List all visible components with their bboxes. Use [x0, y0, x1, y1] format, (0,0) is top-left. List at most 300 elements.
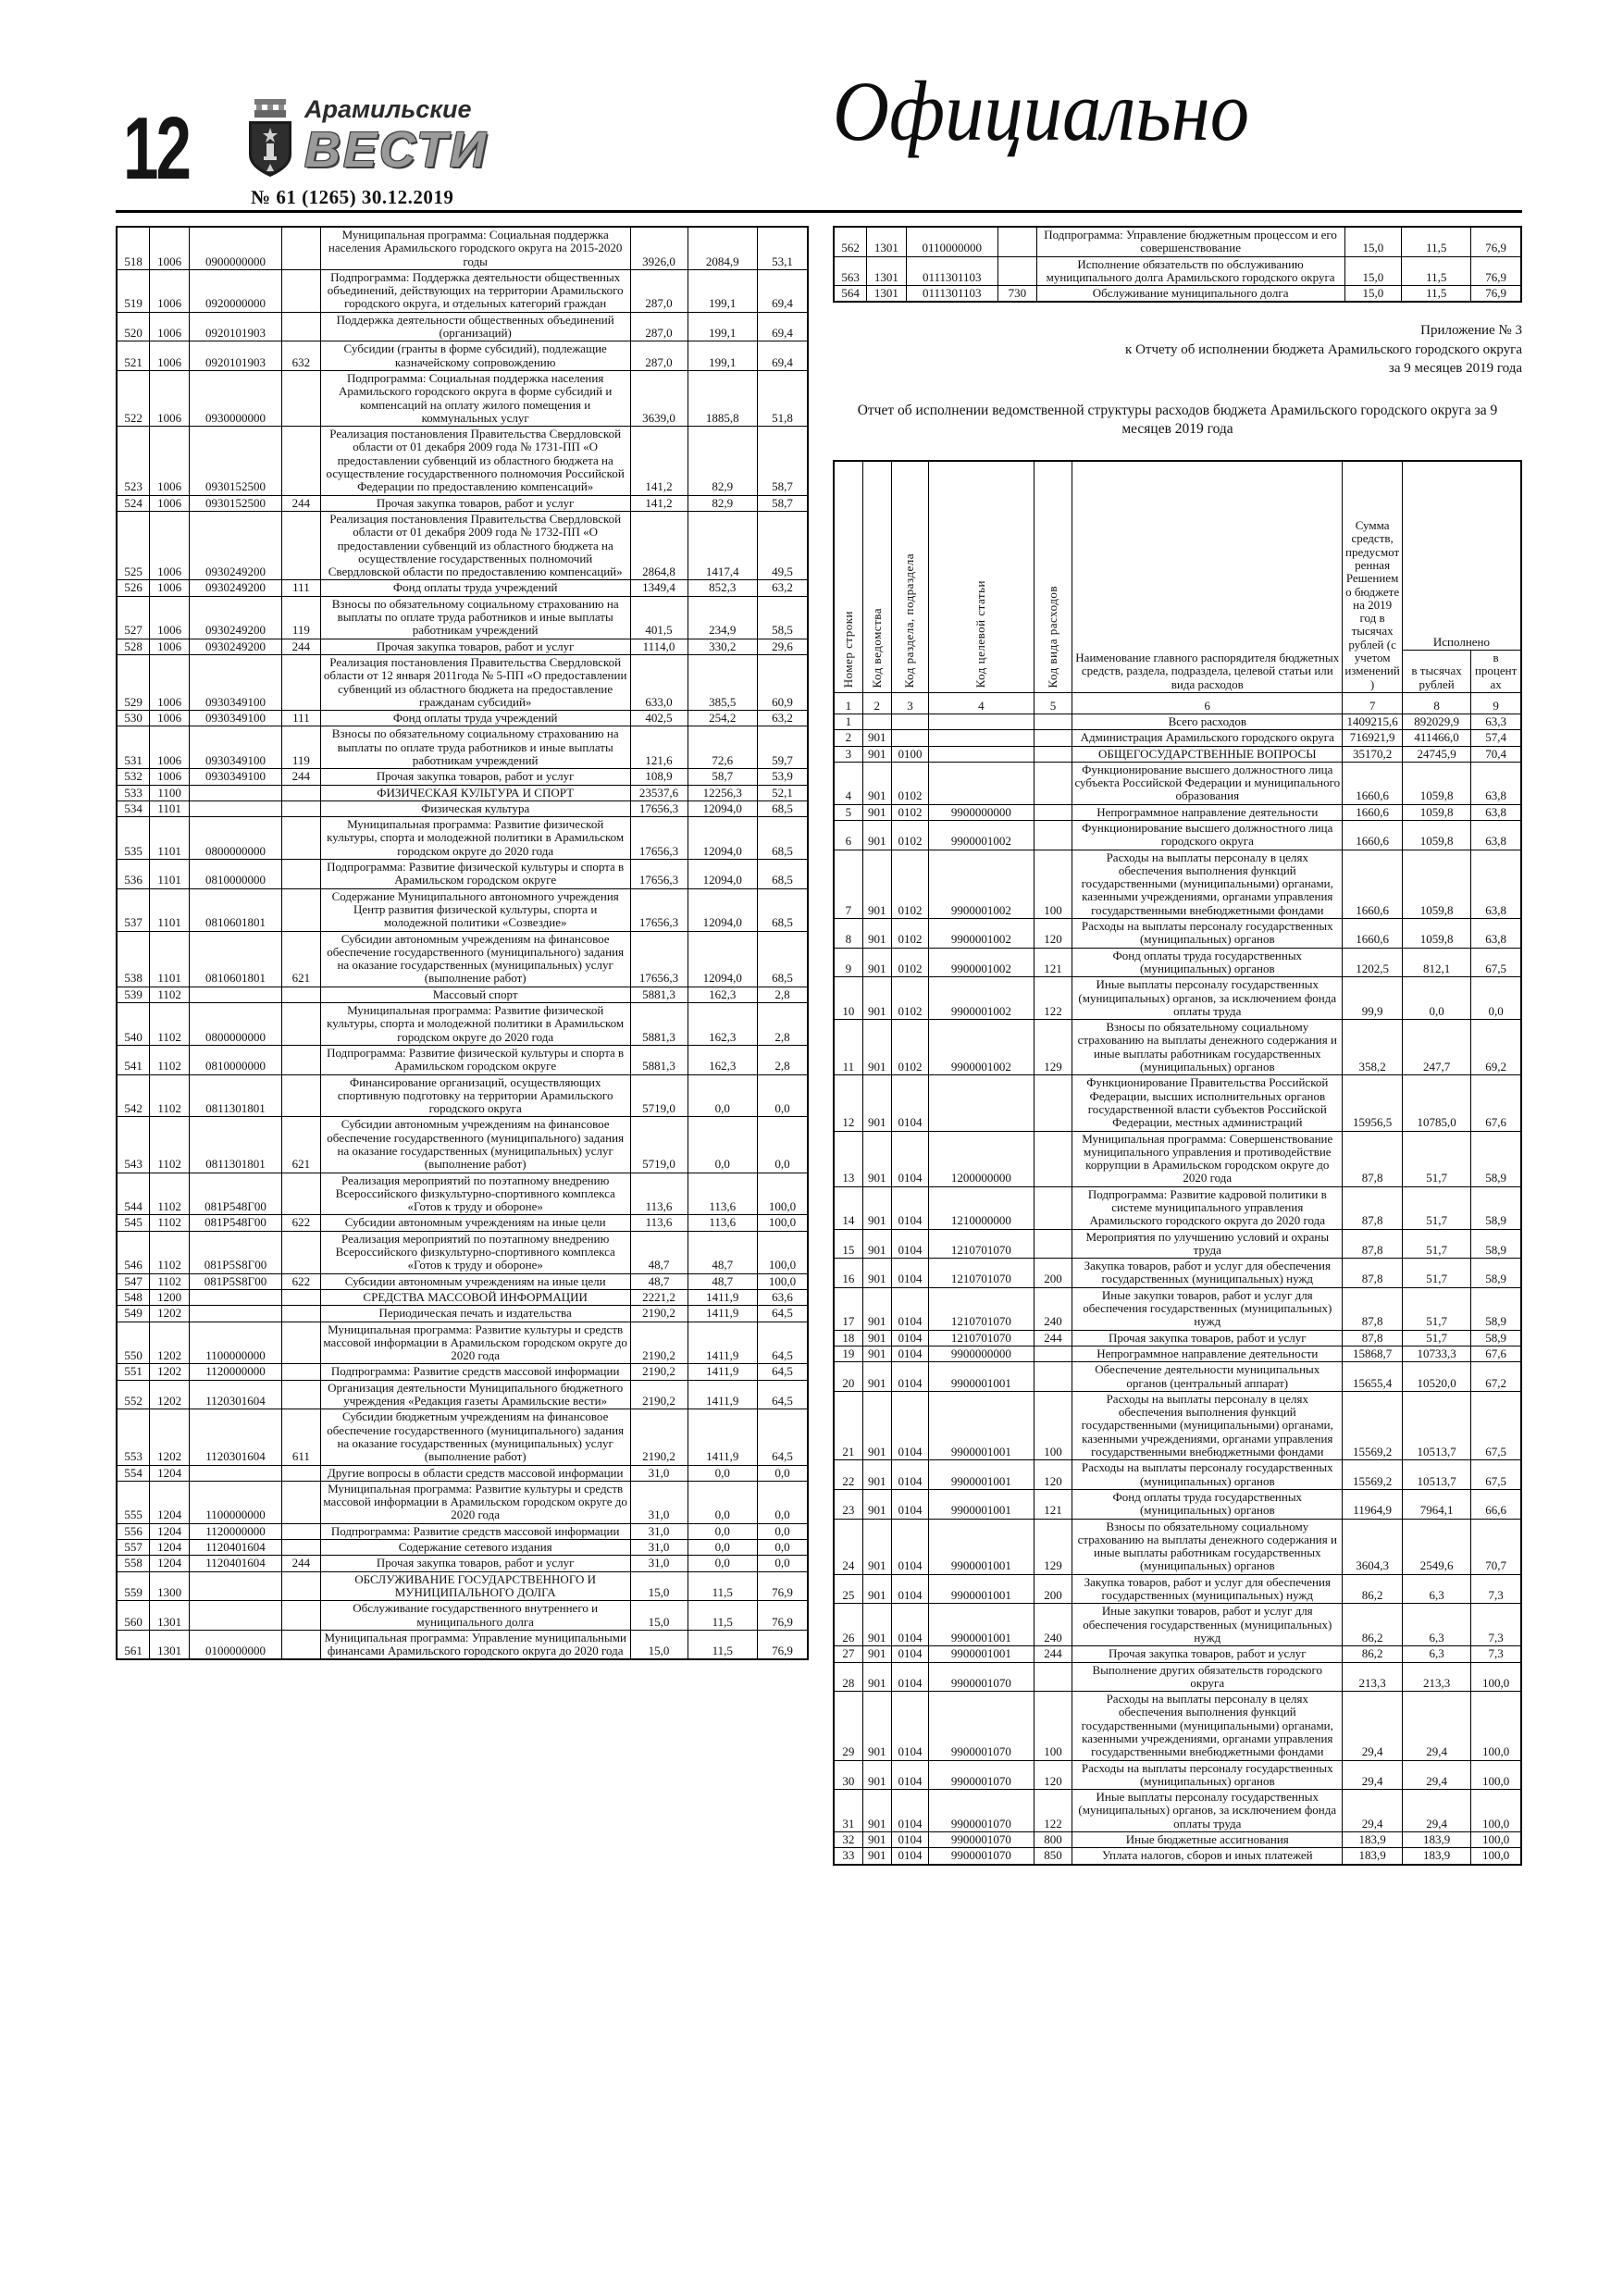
table-row: [834, 1460, 1521, 1490]
cell-rz: 0104: [891, 1362, 928, 1392]
cell-rz: 1006: [150, 726, 190, 769]
cell-vr: [282, 1630, 321, 1659]
cell-sum: 3639,0: [630, 370, 688, 426]
cell-rz: 0104: [891, 1460, 928, 1490]
cell-name: Прочая закупка товаров, работ и услуг: [320, 1556, 630, 1571]
cell-vr: [282, 511, 321, 579]
cell-ex: 51,7: [1402, 1287, 1470, 1330]
cell-pct: 49,5: [757, 511, 808, 579]
cell-pct: 67,6: [1471, 1075, 1521, 1131]
table-row: [117, 269, 808, 312]
cell-rz: 0104: [891, 1489, 928, 1519]
cell-name: Реализация постановления Правительства Свердловской области от 01 декабря 2009 года № 1731-ПП «О предоставлении субвенций из областного бюджета на осуществление государственного полномочия Российской Федерации по предоставлению компенсаций»: [320, 427, 630, 495]
cell-name: Муниципальная программа: Развитие физической культуры, спорта и молодежной политики в Арамильском городском округе до 2020 года: [320, 1003, 630, 1046]
table-row: [117, 511, 808, 579]
cell-pct: 58,9: [1471, 1330, 1521, 1346]
cell-ex: 51,7: [1402, 1229, 1470, 1259]
cell-pct: 0,0: [757, 1540, 808, 1556]
cell-pct: 64,5: [757, 1322, 808, 1364]
cell-cs: 9900001002: [929, 820, 1035, 850]
cell-n: 541: [117, 1045, 150, 1074]
cell-name: Поддержка деятельности общественных объединений (организаций): [320, 312, 630, 341]
cell-pct: 52,1: [757, 785, 808, 800]
cell-pct: 7,3: [1471, 1646, 1521, 1662]
cell-sum: 29,4: [1343, 1790, 1403, 1832]
table-row: [834, 820, 1521, 850]
cell-name: Подпрограмма: Развитие физической культуры и спорта в Арамильском городском округе: [320, 1045, 630, 1074]
page-header: [116, 51, 1522, 210]
cell-n: 556: [117, 1523, 150, 1539]
cell-rz: 1204: [150, 1556, 190, 1571]
cell-rz: 1006: [150, 711, 190, 726]
cell-sum: 141,2: [630, 427, 688, 495]
appendix-line-1: Приложение № 3: [1420, 323, 1522, 339]
cell-n: 4: [834, 762, 862, 804]
cell-n: 16: [834, 1259, 862, 1288]
cell-pct: 76,9: [757, 1571, 808, 1601]
cell-pct: 0,0: [757, 1481, 808, 1523]
cell-vr: 622: [282, 1273, 321, 1289]
cell-name: Подпрограмма: Развитие средств массовой информации: [320, 1523, 630, 1539]
table-row: [834, 1229, 1521, 1259]
cell-vr: 621: [282, 1117, 321, 1173]
budget-table-left: [116, 226, 809, 1660]
cell-name: Функционирование Правительства Российской Федерации, высших исполнительных органов государственной власти субъектов Российской Федерации, местных администраций: [1072, 1075, 1343, 1131]
cell-n: 532: [117, 769, 150, 785]
cell-ved: 901: [862, 730, 891, 746]
cell-name: Прочая закупка товаров, работ и услуг: [320, 495, 630, 511]
table-row: [117, 1601, 808, 1631]
newspaper-page: [116, 51, 1522, 1866]
table-row: [834, 762, 1521, 804]
cell-cs: 0930152500: [189, 495, 281, 511]
cell-rz: 1006: [150, 580, 190, 596]
col-num-2: 2: [862, 692, 891, 714]
cell-pct: 58,7: [757, 495, 808, 511]
cell-n: 527: [117, 596, 150, 639]
header-sum: Сумма средств, предусмотренная Решением о бюджете на 2019 год в тысячах рублей (с учетом изменений): [1343, 461, 1403, 693]
cell-ex: 1059,8: [1402, 762, 1470, 804]
cell-pct: 100,0: [1471, 1848, 1521, 1865]
cell-rz: 1101: [150, 817, 190, 860]
cell-ved: 901: [862, 977, 891, 1020]
cell-rz: 1006: [150, 370, 190, 426]
cell-n: 554: [117, 1465, 150, 1481]
cell-ex: 199,1: [688, 312, 757, 341]
cell-pct: 68,5: [757, 817, 808, 860]
cell-cs: 0810000000: [189, 1045, 281, 1074]
cell-n: 542: [117, 1074, 150, 1117]
cell-ex: 1411,9: [688, 1306, 757, 1322]
cell-cs: 9900001001: [929, 1362, 1035, 1392]
table-row: [834, 1346, 1521, 1361]
cell-ved: 901: [862, 1131, 891, 1186]
cell-cs: 1210701070: [929, 1287, 1035, 1330]
cell-rz: 0100: [891, 746, 928, 762]
cell-ved: 901: [862, 1662, 891, 1692]
cell-sum: 29,4: [1343, 1760, 1403, 1790]
cell-rz: 0104: [891, 1832, 928, 1848]
cell-pct: 70,7: [1471, 1519, 1521, 1574]
cell-n: 536: [117, 860, 150, 889]
cell-ex: 162,3: [688, 1003, 757, 1046]
cell-name: ОБЩЕГОСУДАРСТВЕННЫЕ ВОПРОСЫ: [1072, 746, 1343, 762]
cell-name: Другие вопросы в области средств массовой информации: [320, 1465, 630, 1481]
cell-vr: [1034, 1229, 1072, 1259]
cell-ex: 1411,9: [688, 1409, 757, 1465]
cell-vr: 120: [1034, 1760, 1072, 1790]
cell-vr: [282, 1003, 321, 1046]
cell-cs: 9900000000: [929, 1346, 1035, 1361]
cell-sum: 87,8: [1343, 1131, 1403, 1186]
cell-ved: 901: [862, 1229, 891, 1259]
cell-vr: [1034, 1075, 1072, 1131]
cell-ex: 82,9: [688, 427, 757, 495]
cell-rz: 1200: [150, 1289, 190, 1305]
cell-ved: 901: [862, 1832, 891, 1848]
cell-pct: 68,5: [757, 860, 808, 889]
table-row: [834, 1832, 1521, 1848]
table-row: [117, 860, 808, 889]
cell-name: Муниципальная программа: Социальная поддержка населения Арамильского городского округа на 2015-2020 годы: [320, 227, 630, 269]
cell-vr: [998, 256, 1037, 286]
cell-n: 550: [117, 1322, 150, 1364]
cell-sum: 87,8: [1343, 1229, 1403, 1259]
cell-name: Муниципальная программа: Управление муниципальными финансами Арамильского городского округа до 2020 года: [320, 1630, 630, 1659]
cell-sum: 1114,0: [630, 639, 688, 654]
cell-vr: 244: [282, 1556, 321, 1571]
cell-n: 19: [834, 1346, 862, 1361]
cell-n: 26: [834, 1604, 862, 1646]
cell-name: Расходы на выплаты персоналу в целях обеспечения выполнения функций государственными (муниципальными) органами, казенными учреждениями, органами управления государственными внебюджетными фондами: [1072, 1391, 1343, 1459]
cell-n: 518: [117, 227, 150, 269]
cell-name: Закупка товаров, работ и услуг для обеспечения государственных (муниципальных) нужд: [1072, 1259, 1343, 1288]
cell-pct: 7,3: [1471, 1574, 1521, 1604]
cell-name: Подпрограмма: Развитие средств массовой информации: [320, 1364, 630, 1380]
table-row: [117, 1045, 808, 1074]
cell-vr: 122: [1034, 977, 1072, 1020]
cell-ved: 901: [862, 1259, 891, 1288]
cell-vr: 244: [1034, 1646, 1072, 1662]
cell-cs: 1120000000: [189, 1364, 281, 1380]
cell-vr: [282, 1306, 321, 1322]
cell-ex: 0,0: [688, 1481, 757, 1523]
cell-n: 552: [117, 1380, 150, 1409]
cell-rz: 1204: [150, 1465, 190, 1481]
cell-name: ОБСЛУЖИВАНИЕ ГОСУДАРСТВЕННОГО И МУНИЦИПАЛЬНОГО ДОЛГА: [320, 1571, 630, 1601]
cell-vr: [282, 1322, 321, 1364]
cell-pct: 63,8: [1471, 919, 1521, 949]
cell-sum: 35170,2: [1343, 746, 1403, 762]
cell-vr: 611: [282, 1409, 321, 1465]
cell-name: СРЕДСТВА МАССОВОЙ ИНФОРМАЦИИ: [320, 1289, 630, 1305]
cell-vr: [282, 227, 321, 269]
cell-pct: 68,5: [757, 931, 808, 987]
cell-name: Расходы на выплаты персоналу государственных (муниципальных) органов: [1072, 1760, 1343, 1790]
cell-vr: 100: [1034, 850, 1072, 918]
cell-pct: 2,8: [757, 1003, 808, 1046]
cell-sum: 17656,3: [630, 800, 688, 816]
table-row: [117, 1571, 808, 1601]
cell-name: Муниципальная программа: Развитие культуры и средств массовой информации в Арамильском городском округе до 2020 года: [320, 1481, 630, 1523]
cell-cs: 9900001070: [929, 1832, 1035, 1848]
cell-rz: 1101: [150, 931, 190, 987]
cell-name: Прочая закупка товаров, работ и услуг: [1072, 1330, 1343, 1346]
cell-rz: 1202: [150, 1306, 190, 1322]
cell-sum: 31,0: [630, 1481, 688, 1523]
newspaper-logo: [243, 97, 489, 179]
cell-pct: 63,8: [1471, 850, 1521, 918]
cell-n: 520: [117, 312, 150, 341]
table-row: [117, 1556, 808, 1571]
cell-sum: 17656,3: [630, 817, 688, 860]
cell-ved: 901: [862, 820, 891, 850]
cell-cs: 9900001002: [929, 919, 1035, 949]
table-row: [117, 1322, 808, 1364]
cell-pct: 59,7: [757, 726, 808, 769]
table-row: [834, 1848, 1521, 1865]
cell-pct: 66,6: [1471, 1489, 1521, 1519]
cell-n: 562: [834, 227, 867, 256]
header-executed-thousands: в тысячах рублей: [1402, 651, 1470, 693]
cell-cs: 0930152500: [189, 427, 281, 495]
cell-cs: 0800000000: [189, 817, 281, 860]
cell-sum: 402,5: [630, 711, 688, 726]
cell-name: Прочая закупка товаров, работ и услуг: [1072, 1646, 1343, 1662]
cell-sum: 2190,2: [630, 1380, 688, 1409]
cell-rz: 0104: [891, 1287, 928, 1330]
cell-pct: 0,0: [757, 1117, 808, 1173]
cell-cs: 9900000000: [929, 804, 1035, 820]
cell-sum: 183,9: [1343, 1848, 1403, 1865]
cell-pct: 68,5: [757, 888, 808, 931]
cell-sum: 5881,3: [630, 1003, 688, 1046]
cell-rz: 0104: [891, 1848, 928, 1865]
cell-cs: 9900001001: [929, 1574, 1035, 1604]
table-row: [834, 977, 1521, 1020]
header-rule: [116, 210, 1522, 213]
cell-vr: 100: [1034, 1391, 1072, 1459]
cell-rz: 1102: [150, 1215, 190, 1231]
cell-rz: 1102: [150, 1003, 190, 1046]
cell-rz: 1202: [150, 1409, 190, 1465]
cell-n: 545: [117, 1215, 150, 1231]
cell-sum: 716921,9: [1343, 730, 1403, 746]
cell-ex: 51,7: [1402, 1330, 1470, 1346]
cell-n: 13: [834, 1131, 862, 1186]
cell-rz: 1006: [150, 427, 190, 495]
header-target-article-code: Код целевой статьи: [929, 461, 1035, 693]
cell-vr: 730: [998, 286, 1037, 303]
cell-pct: 100,0: [757, 1273, 808, 1289]
cell-vr: [1034, 1131, 1072, 1186]
table-row: [117, 312, 808, 341]
cell-ved: 901: [862, 1760, 891, 1790]
table-row: [834, 1692, 1521, 1760]
cell-ex: 247,7: [1402, 1020, 1470, 1075]
cell-ex: 1417,4: [688, 511, 757, 579]
cell-sum: 99,9: [1343, 977, 1403, 1020]
cell-sum: 633,0: [630, 654, 688, 710]
cell-vr: [1034, 820, 1072, 850]
cell-vr: 120: [1034, 919, 1072, 949]
cell-cs: 0920101903: [189, 312, 281, 341]
cell-vr: 129: [1034, 1519, 1072, 1574]
cell-sum: 141,2: [630, 495, 688, 511]
cell-cs: 9900001001: [929, 1489, 1035, 1519]
table-row: [117, 1074, 808, 1117]
cell-rz: 1202: [150, 1380, 190, 1409]
cell-pct: 100,0: [1471, 1832, 1521, 1848]
cell-vr: 240: [1034, 1287, 1072, 1330]
cell-name: Обслуживание муниципального долга: [1036, 286, 1344, 303]
cell-cs: [189, 1465, 281, 1481]
cell-name: Расходы на выплаты персоналу государственных (муниципальных) органов: [1072, 1460, 1343, 1490]
cell-pct: 76,9: [1471, 286, 1521, 303]
cell-rz: 1301: [867, 286, 906, 303]
cell-pct: 63,2: [757, 580, 808, 596]
cell-name: Уплата налогов, сборов и иных платежей: [1072, 1848, 1343, 1865]
cell-cs: 0930000000: [189, 370, 281, 426]
cell-cs: 0930249200: [189, 511, 281, 579]
cell-vr: 240: [1034, 1604, 1072, 1646]
content-columns: [116, 226, 1522, 1866]
cell-cs: 0930349100: [189, 654, 281, 710]
cell-name: Прочая закупка товаров, работ и услуг: [320, 769, 630, 785]
cell-cs: 9900001001: [929, 1604, 1035, 1646]
cell-n: 523: [117, 427, 150, 495]
cell-rz: 0102: [891, 1020, 928, 1075]
cell-name: Субсидии автономным учреждениям на финансовое обеспечение государственного (муниципального) задания на оказание государственных (муниципальных) услуг (выполнение работ): [320, 1117, 630, 1173]
cell-rz: 1301: [150, 1601, 190, 1631]
cell-rz: 1006: [150, 227, 190, 269]
cell-pct: 76,9: [1471, 256, 1521, 286]
cell-sum: 11964,9: [1343, 1489, 1403, 1519]
cell-cs: 0111301103: [906, 256, 998, 286]
cell-sum: 1409215,6: [1343, 714, 1403, 729]
cell-ex: 2549,6: [1402, 1519, 1470, 1574]
cell-sum: 108,9: [630, 769, 688, 785]
cell-sum: 2190,2: [630, 1409, 688, 1465]
cell-vr: [282, 1173, 321, 1215]
cell-pct: 29,6: [757, 639, 808, 654]
cell-ex: 162,3: [688, 987, 757, 1002]
cell-vr: 622: [282, 1215, 321, 1231]
cell-sum: 86,2: [1343, 1604, 1403, 1646]
table-row: [834, 1391, 1521, 1459]
cell-ex: 11,5: [1402, 256, 1471, 286]
cell-pct: 68,5: [757, 800, 808, 816]
cell-ex: 234,9: [688, 596, 757, 639]
cell-sum: 15655,4: [1343, 1362, 1403, 1392]
cell-ex: 11,5: [688, 1630, 757, 1659]
cell-name: Функционирование высшего должностного лица субъекта Российской Федерации и муниципального образования: [1072, 762, 1343, 804]
cell-sum: 17656,3: [630, 931, 688, 987]
cell-sum: 2190,2: [630, 1322, 688, 1364]
cell-ex: 10785,0: [1402, 1075, 1470, 1131]
cell-ved: 901: [862, 1362, 891, 1392]
cell-n: 558: [117, 1556, 150, 1571]
table-row: [834, 948, 1521, 977]
cell-n: 1: [834, 714, 862, 729]
cell-cs: 0811301801: [189, 1117, 281, 1173]
cell-rz: 1101: [150, 800, 190, 816]
cell-n: 563: [834, 256, 867, 286]
cell-name: Субсидии (гранты в форме субсидий), подлежащие казначейскому сопровождению: [320, 341, 630, 371]
cell-name: Реализация постановления Правительства Свердловской области от 01 декабря 2009 года № 1732-ПП «О предоставлении субвенций из областного бюджета на осуществление государственных полномочий Свердловской области по предоставлению компенсаций»: [320, 511, 630, 579]
cell-name: Всего расходов: [1072, 714, 1343, 729]
cell-pct: 76,9: [757, 1601, 808, 1631]
cell-name: Муниципальная программа: Развитие культуры и средств массовой информации в Арамильском городском округе до 2020 года: [320, 1322, 630, 1364]
cell-ex: 812,1: [1402, 948, 1470, 977]
col-num-9: 9: [1471, 692, 1521, 714]
cell-pct: 0,0: [757, 1523, 808, 1539]
cell-vr: [282, 817, 321, 860]
cell-n: 9: [834, 948, 862, 977]
cell-ex: 58,7: [688, 769, 757, 785]
cell-vr: [1034, 714, 1072, 729]
col-num-5: 5: [1034, 692, 1072, 714]
cell-name: Иные выплаты персоналу государственных (муниципальных) органов, за исключением фонда оплаты труда: [1072, 977, 1343, 1020]
cell-rz: 1006: [150, 312, 190, 341]
cell-n: 537: [117, 888, 150, 931]
cell-n: 538: [117, 931, 150, 987]
cell-sum: 29,4: [1343, 1692, 1403, 1760]
cell-pct: 0,0: [757, 1074, 808, 1117]
cell-sum: 86,2: [1343, 1646, 1403, 1662]
cell-rz: 1204: [150, 1540, 190, 1556]
cell-n: 543: [117, 1117, 150, 1173]
cell-name: Реализация мероприятий по поэтапному внедрению Всероссийского физкультурно-спортивного комплекса «Готов к труду и обороне»: [320, 1231, 630, 1273]
cell-name: Содержание Муниципального автономного учреждения Центр развития физической культуры, спорта и молодежной политики «Созвездие»: [320, 888, 630, 931]
cell-sum: 2864,8: [630, 511, 688, 579]
cell-rz: 0104: [891, 1229, 928, 1259]
cell-pct: 76,9: [1471, 227, 1521, 256]
cell-pct: 100,0: [757, 1215, 808, 1231]
cell-name: Финансирование организаций, осуществляющих спортивную подготовку на территории Арамильского городского округа: [320, 1074, 630, 1117]
cell-name: Муниципальная программа: Развитие физической культуры, спорта и молодежной политики в Арамильском городском округе до 2020 года: [320, 817, 630, 860]
cell-n: 7: [834, 850, 862, 918]
col-num-4: 4: [929, 692, 1035, 714]
cell-name: Организация деятельности Муниципального бюджетного учреждения «Редакция газеты Арамильские вести»: [320, 1380, 630, 1409]
cell-n: 533: [117, 785, 150, 800]
table-row: [834, 1287, 1521, 1330]
table-row: [834, 227, 1521, 256]
cell-vr: [282, 269, 321, 312]
cell-pct: 63,2: [757, 711, 808, 726]
cell-cs: 0930349100: [189, 769, 281, 785]
cell-ex: 199,1: [688, 341, 757, 371]
cell-pct: 63,8: [1471, 804, 1521, 820]
cell-vr: 200: [1034, 1574, 1072, 1604]
cell-name: Взносы по обязательному социальному страхованию на выплаты по оплате труда работников и иные выплаты работникам учреждений: [320, 596, 630, 639]
cell-ved: 901: [862, 1489, 891, 1519]
table-row: [117, 800, 808, 816]
cell-ved: 901: [862, 762, 891, 804]
column-numbers-row: [834, 692, 1521, 714]
cell-cs: 9900001001: [929, 1519, 1035, 1574]
cell-cs: 081P548Г00: [189, 1173, 281, 1215]
cell-sum: 1349,4: [630, 580, 688, 596]
cell-cs: 1120401604: [189, 1556, 281, 1571]
cell-vr: [282, 1601, 321, 1631]
cell-vr: [282, 1465, 321, 1481]
cell-ex: 11,5: [1402, 227, 1471, 256]
cell-ex: 330,2: [688, 639, 757, 654]
coat-of-arms-icon: [243, 97, 297, 179]
cell-vr: 621: [282, 931, 321, 987]
cell-ved: [862, 714, 891, 729]
